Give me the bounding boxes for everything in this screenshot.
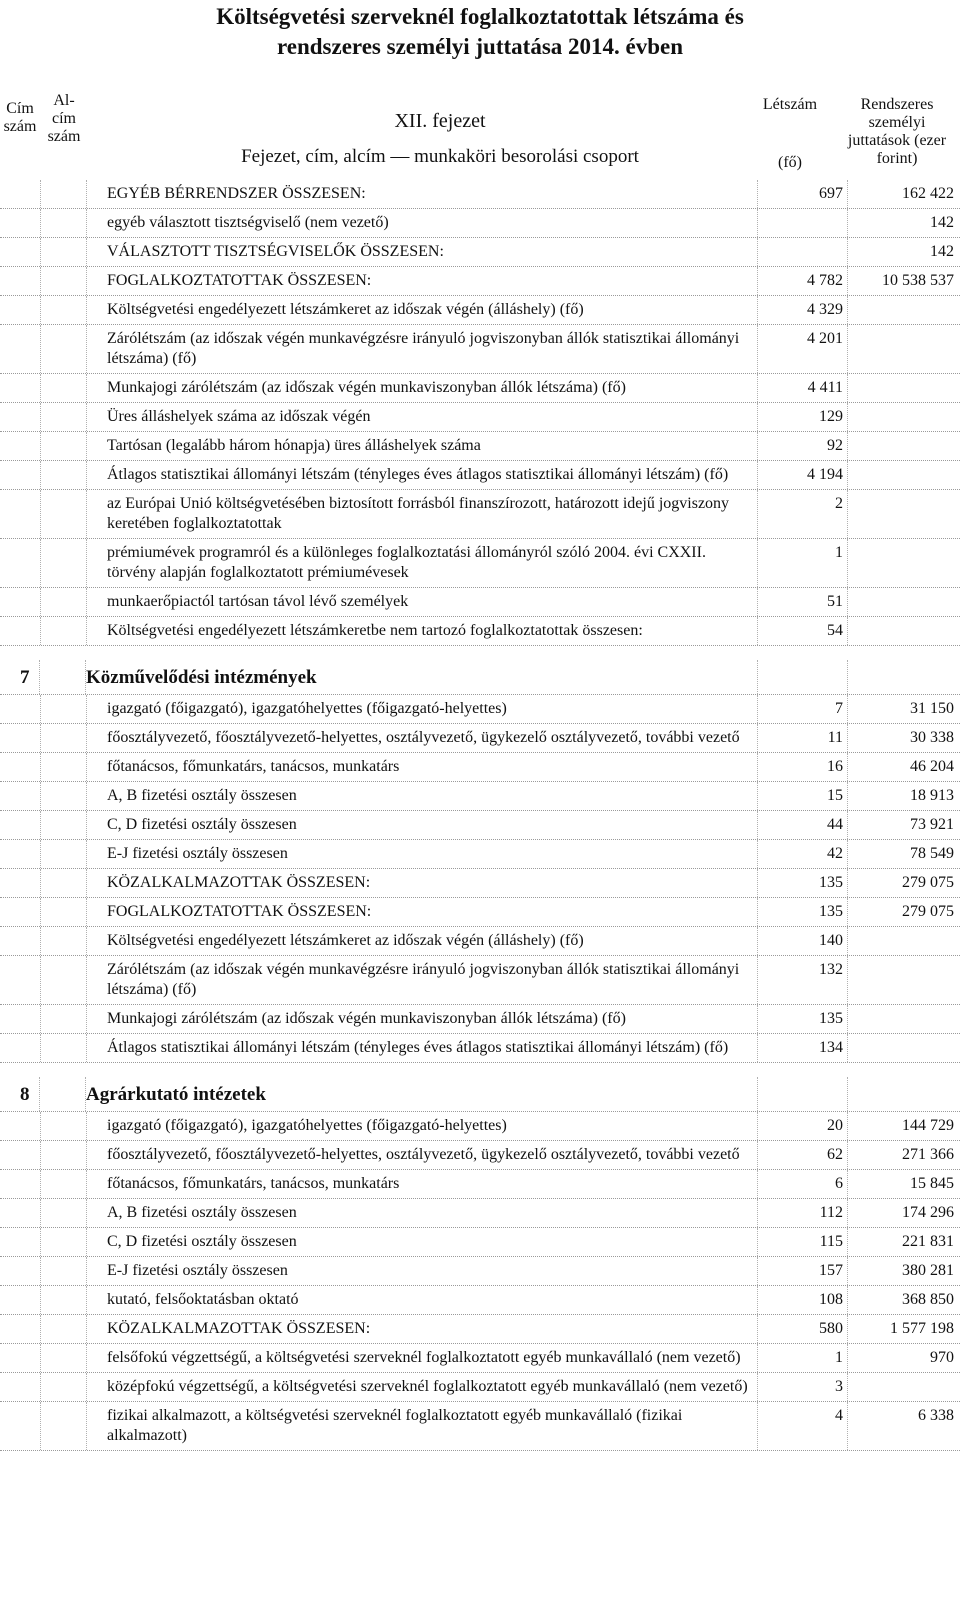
row-label: VÁLASZTOTT TISZTSÉGVISELŐK ÖSSZESEN: (87, 238, 758, 266)
juttatas-value (848, 296, 960, 324)
letszam-value: 15 (758, 782, 848, 810)
table-row (0, 267, 960, 296)
alcim-cell (41, 209, 87, 237)
table-row (0, 753, 960, 782)
section-heading-row (0, 660, 960, 695)
juttatas-value (848, 374, 960, 402)
alcim-cell (41, 869, 87, 897)
juttatas-value: 46 204 (910, 758, 954, 775)
juttatas-value: 162 422 (902, 185, 954, 202)
row-label: Zárólétszám (az időszak végén munkavégzésre irányuló jogviszonyban állók statisztikai állományi létszáma) (fő) (87, 956, 758, 1004)
juttatas-value: 271 366 (902, 1146, 954, 1163)
cim-cell (0, 1170, 41, 1198)
juttatas-value (848, 956, 960, 1004)
table-row (0, 898, 960, 927)
table-row (0, 956, 960, 1005)
cim-cell (0, 927, 41, 955)
cim-cell (0, 1257, 41, 1285)
juttatas-value (848, 490, 960, 538)
juttatas-value: 30 338 (910, 729, 954, 746)
row-label: Átlagos statisztikai állományi létszám (tényleges éves átlagos statisztikai állományi létszám) (fő) (87, 1034, 758, 1062)
juttatas-cell (848, 660, 960, 694)
letszam-value: 112 (758, 1199, 848, 1227)
table-row (0, 1170, 960, 1199)
cim-cell (0, 956, 41, 1004)
table-row (0, 811, 960, 840)
row-label: KÖZALKALMAZOTTAK ÖSSZESEN: (87, 869, 758, 897)
letszam-value: 54 (758, 617, 848, 645)
juttatas-value (848, 927, 960, 955)
table-row (0, 1315, 960, 1344)
title-line-2: rendszeres személyi juttatása 2014. évben (276, 34, 684, 59)
row-label: C, D fizetési osztály összesen (87, 811, 758, 839)
juttatas-value: 31 150 (910, 700, 954, 717)
row-label: EGYÉB BÉRRENDSZER ÖSSZESEN: (87, 180, 758, 208)
page-title (0, 2, 960, 62)
section-spacer (0, 646, 960, 660)
alcim-cell (41, 782, 87, 810)
cim-cell (0, 1315, 41, 1343)
alcim-cell (41, 1257, 87, 1285)
alcim-cell (41, 1286, 87, 1314)
row-label: felsőfokú végzettségű, a költségvetési szerveknél foglalkoztatott egyéb munkavállaló (nem vezető) (87, 1344, 758, 1372)
section-heading-row (0, 1077, 960, 1112)
letszam-value: 4 201 (758, 325, 848, 373)
row-label: egyéb választott tisztségviselő (nem vezető) (87, 209, 758, 237)
juttatas-value (848, 1373, 960, 1401)
row-label: C, D fizetési osztály összesen (87, 1228, 758, 1256)
cim-cell (0, 588, 41, 616)
cim-cell (0, 1228, 41, 1256)
juttatas-value: 368 850 (902, 1291, 954, 1308)
alcim-cell (41, 374, 87, 402)
juttatas-value: 380 281 (902, 1262, 954, 1279)
juttatas-value: 221 831 (902, 1233, 954, 1250)
row-label: az Európai Unió költségvetésében biztosított forrásból finanszírozott, határozott idejű jogviszony keretében foglalkoztatottak (87, 490, 758, 538)
juttatas-value (848, 403, 960, 431)
alcim-cell (41, 490, 87, 538)
alcim-cell (41, 1373, 87, 1401)
alcim-cell (41, 695, 87, 723)
letszam-value: 20 (758, 1112, 848, 1140)
row-label: főosztályvezető, főosztályvezető-helyettes, osztályvezető, ügykezelő osztályvezető, további vezető (87, 724, 758, 752)
section-title: Közművelődési intézmények (86, 660, 758, 694)
cim-cell (0, 1141, 41, 1169)
cim-cell (0, 617, 41, 645)
cim-cell (0, 898, 41, 926)
row-label: fizikai alkalmazott, a költségvetési szerveknél foglalkoztatott egyéb munkavállaló (fizikai alkalmazott) (87, 1402, 758, 1450)
juttatas-value: 15 845 (910, 1175, 954, 1192)
row-label: Költségvetési engedélyezett létszámkeret az időszak végén (álláshely) (fő) (87, 927, 758, 955)
table-row (0, 1005, 960, 1034)
row-label: FOGLALKOZTATOTTAK ÖSSZESEN: (87, 267, 758, 295)
alcim-cell (40, 1077, 86, 1111)
juttatas-value: 10 538 537 (882, 272, 954, 289)
cim-cell (0, 1199, 41, 1227)
letszam-value: 4 411 (758, 374, 848, 402)
alcim-cell (41, 539, 87, 587)
juttatas-value: 142 (930, 243, 954, 260)
alcim-cell (40, 660, 86, 694)
alcim-cell (41, 956, 87, 1004)
juttatas-value: 970 (930, 1349, 954, 1366)
alcim-cell (41, 840, 87, 868)
juttatas-value (848, 617, 960, 645)
letszam-value: 1 (758, 1344, 848, 1372)
letszam-value: 4 782 (758, 267, 848, 295)
table-row (0, 490, 960, 539)
cim-cell (0, 267, 41, 295)
table-row (0, 1228, 960, 1257)
cim-cell (0, 1373, 41, 1401)
juttatas-value (848, 1005, 960, 1033)
row-label: kutató, felsőoktatásban oktató (87, 1286, 758, 1314)
row-label: főosztályvezető, főosztályvezető-helyettes, osztályvezető, ügykezelő osztályvezető, további vezető (87, 1141, 758, 1169)
alcim-cell (41, 898, 87, 926)
cim-cell (0, 325, 41, 373)
alcim-cell (41, 1141, 87, 1169)
juttatas-value (848, 539, 960, 587)
cim-cell (0, 695, 41, 723)
alcim-cell (41, 1005, 87, 1033)
letszam-value: 16 (758, 753, 848, 781)
table-row (0, 927, 960, 956)
table-row (0, 296, 960, 325)
alcim-cell (41, 927, 87, 955)
cim-cell (0, 490, 41, 538)
row-label: igazgató (főigazgató), igazgatóhelyettes (főigazgató-helyettes) (87, 695, 758, 723)
cim-cell (0, 1005, 41, 1033)
alcim-cell (41, 180, 87, 208)
letszam-value: 4 (758, 1402, 848, 1450)
juttatas-value (848, 588, 960, 616)
alcim-cell (41, 1170, 87, 1198)
juttatas-cell (848, 1077, 960, 1111)
row-label: Munkajogi zárólétszám (az időszak végén munkaviszonyban állók létszáma) (fő) (87, 374, 758, 402)
letszam-value: 108 (758, 1286, 848, 1314)
letszam-value: 697 (758, 180, 848, 208)
alcim-cell (41, 1112, 87, 1140)
table-row (0, 403, 960, 432)
alcim-cell (41, 753, 87, 781)
juttatas-value: 1 577 198 (890, 1320, 954, 1337)
cim-cell (0, 209, 41, 237)
header-subtitle: Fejezet, cím, alcím — munkaköri besorolási csoport (241, 146, 639, 167)
letszam-value: 129 (758, 403, 848, 431)
alcim-cell (41, 432, 87, 460)
alcim-cell (41, 724, 87, 752)
row-label: Tartósan (legalább három hónapja) üres álláshelyek száma (87, 432, 758, 460)
letszam-value: 135 (758, 898, 848, 926)
row-label: főtanácsos, főmunkatárs, tanácsos, munkatárs (87, 1170, 758, 1198)
letszam-value: 157 (758, 1257, 848, 1285)
letszam-value: 4 329 (758, 296, 848, 324)
row-label: A, B fizetési osztály összesen (87, 782, 758, 810)
alcim-cell (41, 325, 87, 373)
table-row (0, 1112, 960, 1141)
row-label: FOGLALKOZTATOTTAK ÖSSZESEN: (87, 898, 758, 926)
juttatas-value (848, 432, 960, 460)
letszam-cell (758, 1077, 848, 1111)
table-row (0, 1199, 960, 1228)
table-row (0, 1373, 960, 1402)
alcim-cell (41, 588, 87, 616)
table-row (0, 724, 960, 753)
letszam-value: 42 (758, 840, 848, 868)
letszam-value: 135 (758, 1005, 848, 1033)
alcim-cell (41, 811, 87, 839)
alcim-cell (41, 1034, 87, 1062)
row-label: főtanácsos, főmunkatárs, tanácsos, munkatárs (87, 753, 758, 781)
header-fejezet: XII. fejezet (394, 110, 486, 132)
alcim-cell (41, 1344, 87, 1372)
table-row (0, 1257, 960, 1286)
table-row (0, 461, 960, 490)
row-label: Munkajogi zárólétszám (az időszak végén munkaviszonyban állók létszáma) (fő) (87, 1005, 758, 1033)
row-label: középfokú végzettségű, a költségvetési szerveknél foglalkoztatott egyéb munkavállaló (nem vezető) (87, 1373, 758, 1401)
header-letszam-unit: (fő) (778, 154, 802, 171)
alcim-cell (41, 267, 87, 295)
cim-cell (0, 403, 41, 431)
letszam-value: 6 (758, 1170, 848, 1198)
cim-cell (0, 432, 41, 460)
section-number: 7 (0, 660, 40, 694)
title-line-1: Költségvetési szerveknél foglalkoztatottak létszáma és (216, 4, 744, 29)
cim-cell (0, 238, 41, 266)
header-letszam: Létszám (762, 96, 818, 113)
letszam-value: 11 (758, 724, 848, 752)
header-juttatasok: Rendszeres személyi juttatások (ezer forint) (847, 96, 947, 167)
letszam-value: 51 (758, 588, 848, 616)
row-label: E-J fizetési osztály összesen (87, 840, 758, 868)
row-label: Költségvetési engedélyezett létszámkeret az időszak végén (álláshely) (fő) (87, 296, 758, 324)
juttatas-value: 73 921 (910, 816, 954, 833)
letszam-value: 580 (758, 1315, 848, 1343)
cim-cell (0, 1402, 41, 1450)
table-row (0, 840, 960, 869)
table-row (0, 869, 960, 898)
alcim-cell (41, 403, 87, 431)
table-row (0, 325, 960, 374)
juttatas-value: 18 913 (910, 787, 954, 804)
row-label: igazgató (főigazgató), igazgatóhelyettes (főigazgató-helyettes) (87, 1112, 758, 1140)
table-row (0, 1344, 960, 1373)
juttatas-value: 279 075 (902, 874, 954, 891)
letszam-cell (758, 660, 848, 694)
row-label: Költségvetési engedélyezett létszámkeretbe nem tartozó foglalkoztatottak összesen: (87, 617, 758, 645)
table-row (0, 1141, 960, 1170)
juttatas-value (848, 461, 960, 489)
juttatas-value: 142 (930, 214, 954, 231)
juttatas-value: 78 549 (910, 845, 954, 862)
alcim-cell (41, 238, 87, 266)
cim-cell (0, 180, 41, 208)
cim-cell (0, 811, 41, 839)
juttatas-value: 6 338 (918, 1407, 954, 1424)
table-row (0, 1034, 960, 1063)
section-number: 8 (0, 1077, 40, 1111)
table-row (0, 238, 960, 267)
letszam-value: 140 (758, 927, 848, 955)
row-label: prémiumévek programról és a különleges foglalkoztatási állományról szóló 2004. évi CXXII. törvény alapján foglalkoztatott prémiumévesek (87, 539, 758, 587)
table-row (0, 209, 960, 238)
table-row (0, 1286, 960, 1315)
cim-cell (0, 539, 41, 587)
juttatas-value: 174 296 (902, 1204, 954, 1221)
table-row (0, 695, 960, 724)
cim-cell (0, 461, 41, 489)
letszam-value: 44 (758, 811, 848, 839)
row-label: A, B fizetési osztály összesen (87, 1199, 758, 1227)
cim-cell (0, 374, 41, 402)
cim-cell (0, 840, 41, 868)
header-cim-szam: Cím szám (3, 100, 37, 135)
juttatas-value (848, 325, 960, 373)
row-label: munkaerőpiactól tartósan távol lévő személyek (87, 588, 758, 616)
data-table (0, 180, 960, 1451)
row-label: Zárólétszám (az időszak végén munkavégzésre irányuló jogviszonyban állók statisztikai állományi létszáma) (fő) (87, 325, 758, 373)
letszam-value: 134 (758, 1034, 848, 1062)
section-spacer (0, 1063, 960, 1077)
letszam-value: 92 (758, 432, 848, 460)
cim-cell (0, 869, 41, 897)
cim-cell (0, 1112, 41, 1140)
cim-cell (0, 1344, 41, 1372)
alcim-cell (41, 461, 87, 489)
alcim-cell (41, 1199, 87, 1227)
alcim-cell (41, 1228, 87, 1256)
cim-cell (0, 724, 41, 752)
cim-cell (0, 782, 41, 810)
cim-cell (0, 753, 41, 781)
juttatas-value: 144 729 (902, 1117, 954, 1134)
table-row (0, 539, 960, 588)
table-row (0, 374, 960, 403)
alcim-cell (41, 617, 87, 645)
letszam-value (758, 238, 848, 266)
table-row (0, 782, 960, 811)
table-row (0, 180, 960, 209)
letszam-value: 4 194 (758, 461, 848, 489)
header-alcim-szam: Al- cím szám (47, 92, 81, 145)
letszam-value: 3 (758, 1373, 848, 1401)
table-row (0, 1402, 960, 1451)
letszam-value: 115 (758, 1228, 848, 1256)
letszam-value: 135 (758, 869, 848, 897)
table-row (0, 432, 960, 461)
letszam-value (758, 209, 848, 237)
row-label: KÖZALKALMAZOTTAK ÖSSZESEN: (87, 1315, 758, 1343)
juttatas-value: 279 075 (902, 903, 954, 920)
row-label: Üres álláshelyek száma az időszak végén (87, 403, 758, 431)
cim-cell (0, 1286, 41, 1314)
table-row (0, 588, 960, 617)
juttatas-value (848, 1034, 960, 1062)
cim-cell (0, 296, 41, 324)
alcim-cell (41, 296, 87, 324)
row-label: Átlagos statisztikai állományi létszám (tényleges éves átlagos statisztikai állományi létszám) (fő) (87, 461, 758, 489)
alcim-cell (41, 1315, 87, 1343)
section-title: Agrárkutató intézetek (86, 1077, 758, 1111)
alcim-cell (41, 1402, 87, 1450)
letszam-value: 1 (758, 539, 848, 587)
letszam-value: 132 (758, 956, 848, 1004)
letszam-value: 62 (758, 1141, 848, 1169)
cim-cell (0, 1034, 41, 1062)
letszam-value: 2 (758, 490, 848, 538)
table-row (0, 617, 960, 646)
letszam-value: 7 (758, 695, 848, 723)
row-label: E-J fizetési osztály összesen (87, 1257, 758, 1285)
